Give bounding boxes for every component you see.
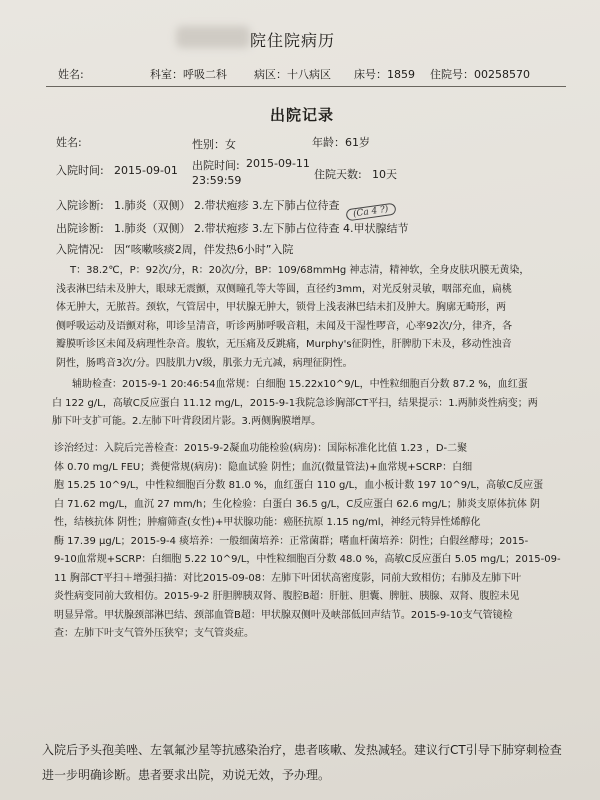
course-line: 体 0.70 mg/L FEU；粪便常规(病房)：隐血试验 阴性；血沉(微量管法)+血常规+SCRP：白细 [54,461,473,473]
aux-line: 白 122 g/L，高敏C反应蛋白 11.12 mg/L，2015-9-1我院急诊胸部CT平扫，结果提示：1.两肺炎性病变；两 [52,397,538,409]
course-line: 性，结核抗体 阴性；肿瘤筛查(女性)+甲状腺功能：癌胚抗原 1.15 ng/ml，神经元特异性烯醇化 [54,517,481,528]
header-ward: 病区：十八病区 [254,68,331,81]
auxiliary-exam-paragraph [52,376,538,432]
handwritten-note: (Ca 4 ?) [345,203,396,222]
exam-line: 体无肿大，无脓苔。颈软，气管居中，甲状腺无肿大，锁骨上浅表淋巴结未扪及肿大。胸廓无畸形，两 [56,302,506,313]
exam-line: 阴性，肠鸣音3次/分。四肢肌力V级，肌张力无亢减，病理征阴性。 [56,357,353,369]
plan-paragraph [42,738,562,788]
course-line: 胞 15.25 10^9/L，中性粒细胞百分数 81.0 %，血红蛋白 110 g/L，血小板计数 197 10^9/L，高敏C反应蛋 [54,480,544,491]
record-age: 年龄：61岁 [312,136,370,149]
admit-status-label: 入院情况: [56,243,104,256]
days-value: 10天 [372,168,397,181]
admit-time: 2015-09-01 [114,164,178,177]
discharge-time-2: 23:59:59 [192,174,242,187]
redacted-hospital-name [176,26,250,48]
hospital-title: 院住院病历 [250,31,336,50]
header-divider [46,86,566,87]
aux-line: 肺下叶支扩可能。2.左肺下叶背段团片影。3.两侧胸膜增厚。 [52,416,322,427]
exam-line: 瓣膜听诊区未闻及病理性杂音。腹软，无压痛及反跳痛，Murphy's征阴性，肝脾肋下未及，移动性浊音 [56,339,512,350]
header-department: 科室：呼吸二科 [150,68,227,81]
discharge-time-label: 出院时间: [192,159,240,172]
course-line: 9-10血常规+SCRP：白细胞 5.22 10^9/L，中性粒细胞百分数 48.0 %，高敏C反应蛋白 5.05 mg/L；2015-09- [54,554,561,565]
course-line: 明显异常。甲状腺颈部淋巴结、颈部血管B超：甲状腺双侧叶及峡部低回声结节。2015-9-10支气管镜检 [54,609,513,621]
course-line: 炎性病变同前大致相仿。2015-9-2 肝胆脾胰双肾、腹腔B超：肝脏、胆囊、脾脏、胰腺、双肾、腹腔未见 [54,591,520,602]
header-name-label: 姓名: [58,68,84,81]
admit-dx-label: 入院诊断: [56,199,104,212]
header-bed: 床号：1859 [354,68,415,81]
physical-exam-paragraph [56,262,530,373]
course-line: 酶 17.39 μg/L；2015-9-4 痰培养：一般细菌培养：正常菌群；嗜血杆菌培养：阴性；白假丝酵母；2015- [54,535,529,547]
plan-line: 入院后予头孢美唑、左氧氟沙星等抗感染治疗，患者咳嗽、发热减轻。建议行CT引导下肺穿刺检查 [42,743,562,757]
plan-line: 进一步明确诊断。患者要求出院，劝说无效，予办理。 [42,768,331,782]
admit-status: 因“咳嗽咳痰2周，伴发热6小时”入院 [114,243,294,256]
discharge-dx: 1.肺炎（双侧） 2.带状疱疹 3.左下肺占位待查 4.甲状腺结节 [114,222,409,235]
record-name-label: 姓名: [56,136,82,149]
course-line: 查：左肺下叶支气管外压狭窄；支气管炎症。 [54,628,254,639]
course-line: 诊治经过：入院后完善检查：2015-9-2凝血功能检验(病房)：国际标准化比值 1.23 ，D-二聚 [54,443,468,454]
admit-time-label: 入院时间: [56,164,104,177]
discharge-time: 2015-09-11 [246,157,310,170]
record-title: 出院记录 [270,106,335,124]
header-admission-no: 住院号：00258570 [430,68,530,81]
admit-dx: 1.肺炎（双侧） 2.带状疱疹 3.左下肺占位待查 [114,199,340,212]
exam-line: T：38.2℃，P：92次/分，R：20次/分，BP：109/68mmHg 神志清，精神软，全身皮肤巩膜无黄染， [70,265,530,276]
aux-line: 辅助检查：2015-9-1 20:46:54血常规：白细胞 15.22x10^9/L，中性粒细胞百分数 87.2 %，血红蛋 [72,379,528,390]
days-label: 住院天数: [314,168,362,181]
exam-line: 侧呼吸运动及语颤对称，叩诊呈清音，听诊两肺呼吸音粗，未闻及干湿性啰音，心率92次/分，律齐，各 [56,320,513,332]
record-gender: 性别：女 [192,138,236,151]
course-line: 白 71.62 mg/L，血沉 27 mm/h；生化检验：白蛋白 36.5 g/L，C反应蛋白 62.6 mg/L；肺炎支原体抗体 阴 [54,498,541,510]
treatment-course-paragraph [54,440,561,644]
discharge-dx-label: 出院诊断: [56,222,104,235]
exam-line: 浅表淋巴结未及肿大，眼球无震颤，双侧瞳孔等大等圆，直径约3mm，对光反射灵敏，咽部充血，扁桃 [56,283,512,295]
course-line: 11 胸部CT平扫＋增强扫描：对比2015-09-08：左肺下叶团状高密度影，同前大致相仿；右肺及左肺下叶 [54,572,522,584]
